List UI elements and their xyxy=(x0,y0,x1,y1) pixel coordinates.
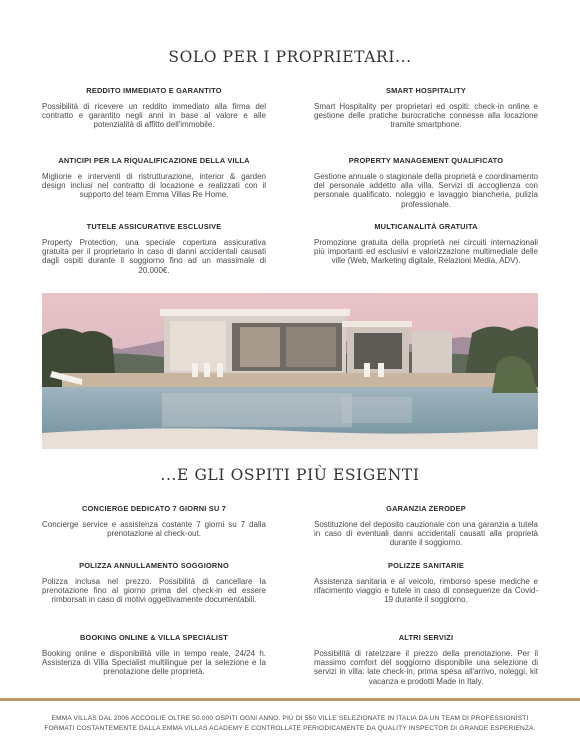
feature-title: MULTICANALITÀ GRATUITA xyxy=(374,222,478,231)
feature-title: PROPERTY MANAGEMENT QUALIFICATO xyxy=(348,156,504,165)
feature-title: SMART HOSPITALITY xyxy=(385,86,467,95)
feature-concierge xyxy=(42,504,266,538)
feature-guaranteed-income xyxy=(42,86,266,130)
feature-body: Possibilità di ricevere un reddito immediato alla firma del contratto e garantito negli anni in base al valore e alle potenzialità di affitto dell'immobile. xyxy=(42,102,266,130)
feature-title: CONCIERGE DEDICATO 7 GIORNI SU 7 xyxy=(81,504,227,513)
feature-title: POLIZZE SANITARIE xyxy=(388,561,464,570)
feature-title: BOOKING ONLINE & VILLA SPECIALIST xyxy=(80,633,228,642)
feature-body: Sostituzione del deposito cauzionale con una garanzia a tutela in caso di eventuali danni accidentali causati alla proprietà durante il soggiorno. xyxy=(314,520,538,548)
feature-other-services xyxy=(314,633,538,686)
feature-title: TUTELE ASSICURATIVE ESCLUSIVE xyxy=(86,222,222,231)
guests-heading: ...E GLI OSPITI PIÙ ESIGENTI xyxy=(160,466,420,484)
feature-title: POLIZZA ANNULLAMENTO SOGGIORNO xyxy=(79,561,229,570)
feature-body: Assistenza sanitaria e al veicolo, rimborso spese mediche e rifacimento viaggio e tutele in caso di conseguenze da Covid-19 durante il soggiorno. xyxy=(314,577,538,605)
feature-renovation-advances xyxy=(42,156,266,200)
feature-zerodep xyxy=(314,504,538,548)
feature-title: ALTRI SERVIZI xyxy=(398,633,454,642)
feature-title: GARANZIA ZERODEP xyxy=(386,504,466,513)
feature-title: REDDITO IMMEDIATO E GARANTITO xyxy=(86,86,222,95)
feature-property-management xyxy=(314,156,538,209)
feature-health-policies xyxy=(314,561,538,605)
feature-multichannel xyxy=(314,222,538,266)
feature-body: Migliorie e interventi di ristrutturazione, interior & garden design inclusi nel contratto di locazione e realizzati con il supporto del team Emma Villas Re Home. xyxy=(42,172,266,200)
feature-body: Concierge service e assistenza costante 7 giorni su 7 dalla prenotazione al check-out. xyxy=(42,520,266,539)
feature-cancellation-policy xyxy=(42,561,266,605)
feature-body: Property Protection, una speciale copertura assicurativa gratuita per il proprietario in caso di danni accidentali causati dagli ospiti durante il soggiorno fino ad un massimale di 20.000€. xyxy=(42,238,266,275)
feature-insurance xyxy=(42,222,266,275)
footer-line-1: EMMA VILLAS DAL 2006 ACCOGLIE OLTRE 50.000 OSPITI OGNI ANNO. PIÙ DI 550 VILLE SELEZIONATE IN ITALIA DA UN TEAM DI PROFESSIONISTI xyxy=(51,715,529,722)
feature-body: Polizza inclusa nel prezzo. Possibilità di cancellare la prenotazione fino al giorno prima del check-in ed essere rimborsati in caso di motivi oggettivamente documentabili. xyxy=(42,577,266,605)
owners-heading: SOLO PER I PROPRIETARI... xyxy=(168,48,412,66)
feature-body: Promozione gratuita della proprietà nei circuiti internazionali più importanti ed esclusivi e valorizzazione multimediale delle ville (Web, Marketing digitale, Relazioni Media, ADV). xyxy=(314,238,538,266)
footer-divider xyxy=(0,698,580,701)
feature-body: Booking online e disponibilità ville in tempo reale, 24/24 h. Assistenza di Villa Specialist multilingue per la selezione e la prenotazione delle proprietà. xyxy=(42,649,266,677)
feature-smart-hospitality xyxy=(314,86,538,130)
feature-body: Possibilità di rateizzare il prezzo della prenotazione. Per il massimo comfort del soggiorno disponibile una selezione di servizi in villa: late check-in, prima spesa all'arrivo, noleggi, kit vacanza e prodotti Made in Italy. xyxy=(314,649,538,686)
feature-body: Gestione annuale o stagionale della proprietà e coordinamento del personale addetto alla villa. Servizi di accoglienza con personale qualificato, noleggio e lavaggio biancheria, pulizia professionale. xyxy=(314,172,538,209)
footer-line-2: FORMATI COSTANTEMENTE DALLA EMMA VILLAS ACADEMY E CONTROLLATE PERIODICAMENTE DA QUALITY INSPECTOR DI GRANDE ESPERIENZA. xyxy=(44,725,536,732)
villa-pool-photo xyxy=(42,293,538,449)
feature-booking-online xyxy=(42,633,266,677)
feature-body: Smart Hospitality per proprietari ed ospiti: check-in online e gestione delle pratiche burocratiche connesse alla locazione tramite smartphone. xyxy=(314,102,538,130)
feature-title: ANTICIPI PER LA RIQUALIFICAZIONE DELLA VILLA xyxy=(58,156,250,165)
